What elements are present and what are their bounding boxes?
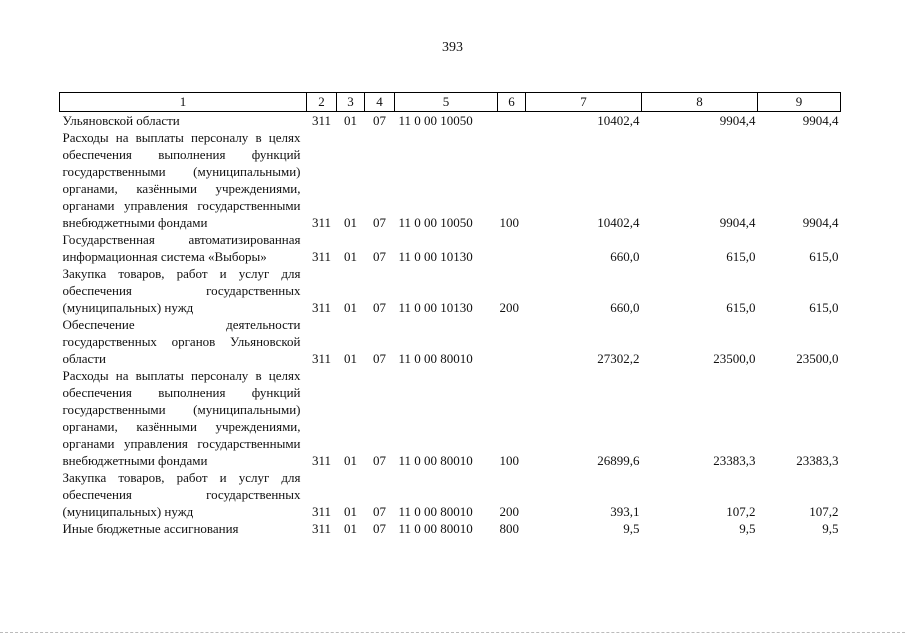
cell-col2: 311 — [311, 453, 332, 468]
cell-col2: 311 — [311, 215, 332, 230]
column-header: 6 — [498, 93, 526, 112]
cell-col2: 311 — [311, 351, 332, 366]
cell-col9: 9904,4 — [802, 215, 839, 230]
cell-col6 — [498, 231, 526, 265]
cell-col4: 07 — [373, 504, 386, 519]
row-description: Закупка товаров, работ и услуг для обеспечения государственных (муниципальных) нужд — [62, 266, 301, 315]
row-description: Расходы на выплаты персоналу в целях обеспечения выполнения функций государственными (муниципальными) органами, казёнными учреждениями, органами управления государственными внебюджетными фондами — [62, 368, 301, 468]
cell-col2: 311 — [311, 521, 332, 536]
cell-col8: 23383,3 — [713, 453, 756, 468]
cell-col8: 615,0 — [726, 249, 756, 264]
cell-col9: 107,2 — [809, 504, 839, 519]
row-description: Иные бюджетные ассигнования — [62, 521, 239, 536]
table-row — [60, 129, 841, 231]
cell-col5: 11 0 00 80010 — [398, 504, 473, 519]
budget-table — [59, 92, 841, 537]
cell-col3: 01 — [344, 249, 357, 264]
cell-col5: 11 0 00 10130 — [398, 300, 473, 315]
cell-col9: 9904,4 — [802, 113, 839, 128]
cell-col9: 23383,3 — [796, 453, 839, 468]
cell-col6: 800 — [499, 521, 519, 536]
cell-col7: 10402,4 — [597, 215, 640, 230]
cell-col5: 11 0 00 80010 — [398, 351, 473, 366]
cell-col7: 27302,2 — [597, 351, 640, 366]
row-description: Ульяновской области — [62, 113, 180, 128]
cell-col2: 311 — [311, 113, 332, 128]
column-header: 4 — [365, 93, 395, 112]
cell-col5: 11 0 00 10050 — [398, 215, 473, 230]
cell-col9: 615,0 — [809, 249, 839, 264]
table-row — [60, 265, 841, 316]
cell-col8: 9904,4 — [719, 113, 756, 128]
cell-col4: 07 — [373, 351, 386, 366]
column-header: 3 — [337, 93, 365, 112]
cell-col3: 01 — [344, 453, 357, 468]
cell-col2: 311 — [311, 249, 332, 264]
cell-col9: 615,0 — [809, 300, 839, 315]
budget-table-container — [59, 92, 840, 537]
row-description: Обеспечение деятельности государственных органов Ульяновской области — [62, 317, 301, 366]
cell-col7: 660,0 — [610, 249, 640, 264]
scan-edge-divider — [0, 632, 905, 633]
cell-col3: 01 — [344, 504, 357, 519]
cell-col5: 11 0 00 10130 — [398, 249, 473, 264]
table-row — [60, 469, 841, 520]
cell-col8: 107,2 — [726, 504, 756, 519]
cell-col2: 311 — [311, 504, 332, 519]
column-header: 5 — [395, 93, 498, 112]
cell-col4: 07 — [373, 521, 386, 536]
cell-col8: 615,0 — [726, 300, 756, 315]
column-header: 2 — [307, 93, 337, 112]
cell-col7: 10402,4 — [597, 113, 640, 128]
cell-col9: 9,5 — [822, 521, 839, 536]
cell-col8: 23500,0 — [713, 351, 756, 366]
cell-col8: 9904,4 — [719, 215, 756, 230]
cell-col4: 07 — [373, 300, 386, 315]
table-row — [60, 316, 841, 367]
cell-col6: 100 — [499, 453, 519, 468]
cell-col5: 11 0 00 80010 — [398, 453, 473, 468]
cell-col6: 200 — [499, 300, 519, 315]
cell-col2: 311 — [311, 300, 332, 315]
cell-col3: 01 — [344, 351, 357, 366]
cell-col4: 07 — [373, 113, 386, 128]
cell-col9: 23500,0 — [796, 351, 839, 366]
cell-col8: 9,5 — [739, 521, 756, 536]
cell-col3: 01 — [344, 521, 357, 536]
column-header: 9 — [758, 93, 841, 112]
column-header: 1 — [60, 93, 307, 112]
cell-col3: 01 — [344, 215, 357, 230]
cell-col6: 200 — [499, 504, 519, 519]
cell-col7: 393,1 — [610, 504, 640, 519]
table-row — [60, 367, 841, 469]
cell-col4: 07 — [373, 249, 386, 264]
column-header: 8 — [642, 93, 758, 112]
cell-col6: 100 — [499, 215, 519, 230]
cell-col7: 9,5 — [623, 521, 640, 536]
row-description: Закупка товаров, работ и услуг для обеспечения государственных (муниципальных) нужд — [62, 470, 301, 519]
cell-col6 — [498, 112, 526, 130]
cell-col3: 01 — [344, 300, 357, 315]
cell-col4: 07 — [373, 215, 386, 230]
cell-col5: 11 0 00 80010 — [398, 521, 473, 536]
table-row — [60, 112, 841, 130]
cell-col5: 11 0 00 10050 — [398, 113, 473, 128]
row-description: Государственная автоматизированная информационная система «Выборы» — [62, 232, 301, 264]
cell-col6 — [498, 316, 526, 367]
table-row — [60, 231, 841, 265]
column-header: 7 — [526, 93, 642, 112]
cell-col7: 660,0 — [610, 300, 640, 315]
row-description: Расходы на выплаты персоналу в целях обеспечения выполнения функций государственными (муниципальными) органами, казёнными учреждениями, органами управления государственными внебюджетными фондами — [62, 130, 301, 230]
cell-col4: 07 — [373, 453, 386, 468]
header-row — [60, 93, 841, 112]
cell-col3: 01 — [344, 113, 357, 128]
cell-col7: 26899,6 — [597, 453, 640, 468]
table-row — [60, 520, 841, 537]
page-number: 393 — [442, 40, 463, 55]
